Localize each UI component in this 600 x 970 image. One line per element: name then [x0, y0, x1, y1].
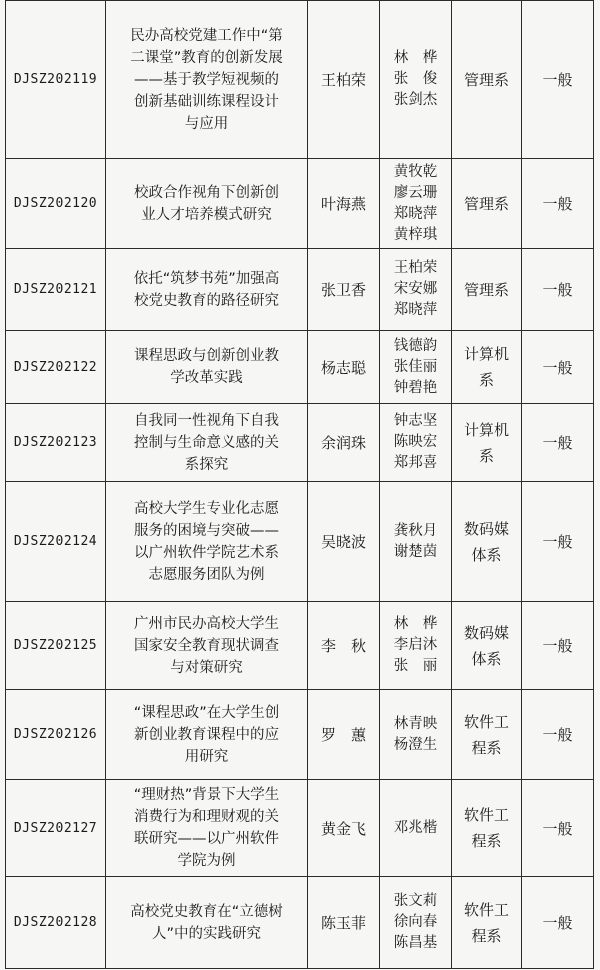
project-department — [452, 602, 522, 690]
table-row — [6, 249, 594, 331]
project-leader: 陈玉菲 — [308, 877, 380, 969]
project-member: 廖云珊 — [393, 184, 438, 201]
table-row — [6, 602, 594, 690]
table-row — [6, 780, 594, 877]
project-title-line: 课程思政与创新创业教 — [134, 348, 279, 364]
project-level: 一般 — [522, 482, 594, 602]
project-department-line: 软件工 — [463, 900, 509, 919]
project-department-line: 管理系 — [463, 280, 509, 299]
project-table — [5, 0, 594, 969]
project-code: DJSZ202123 — [6, 404, 106, 482]
project-title-line: 高校大学生专业化志愿 — [134, 500, 279, 517]
project-title-line: 高校党史教育在“立德树 — [130, 903, 283, 920]
project-title-line: 以广州软件学院艺术系 — [134, 544, 279, 561]
project-code: DJSZ202127 — [6, 780, 106, 877]
project-title-line: “理财热”背景下大学生 — [133, 787, 280, 803]
project-title-line: 学改革实践 — [170, 370, 243, 386]
table-row — [6, 331, 594, 404]
table-row — [6, 877, 594, 969]
project-members — [380, 331, 452, 404]
project-leader: 王柏荣 — [308, 1, 380, 159]
project-code: DJSZ202119 — [6, 1, 106, 159]
project-department — [452, 877, 522, 969]
project-table-body — [6, 1, 594, 969]
project-title — [106, 1, 308, 159]
project-member: 黄牧乾 — [393, 163, 438, 180]
project-code: DJSZ202121 — [6, 249, 106, 331]
table-row — [6, 159, 594, 249]
project-title — [106, 690, 308, 780]
project-department-line: 系 — [478, 371, 494, 389]
project-title-line: 志愿服务团队为例 — [148, 566, 265, 583]
project-member: 钱德韵 — [393, 337, 438, 354]
project-department-line: 数码媒 — [463, 519, 509, 538]
project-member: 邓兆楷 — [393, 819, 438, 836]
project-members — [380, 1, 452, 159]
table-row — [6, 482, 594, 602]
project-level: 一般 — [522, 331, 594, 404]
project-leader: 余润珠 — [308, 404, 380, 482]
project-members — [380, 877, 452, 969]
project-title-line: 校党史教育的路径研究 — [134, 292, 279, 309]
project-members — [380, 602, 452, 690]
project-code: DJSZ202125 — [6, 602, 106, 690]
project-title-line: 创新基础训练课程设计 — [134, 93, 279, 110]
project-department-line: 管理系 — [463, 70, 509, 89]
project-department-line: 管理系 — [463, 194, 509, 213]
project-leader: 杨志聪 — [308, 331, 380, 404]
project-title-line: 控制与生命意义感的关 — [134, 434, 279, 451]
project-title-line: 与应用 — [184, 115, 229, 132]
project-level: 一般 — [522, 159, 594, 249]
project-level: 一般 — [522, 877, 594, 969]
project-code: DJSZ202122 — [6, 331, 106, 404]
project-title — [106, 602, 308, 690]
project-title-line: 新创业教育课程中的应 — [134, 726, 279, 743]
project-title-line: 用研究 — [184, 748, 229, 765]
project-member: 张 俊 — [393, 71, 438, 87]
project-member: 龚秋月 — [393, 522, 438, 539]
project-title — [106, 404, 308, 482]
project-members — [380, 482, 452, 602]
project-member: 林 桦 — [393, 616, 438, 632]
project-department-line: 体系 — [471, 545, 502, 564]
project-department — [452, 780, 522, 877]
project-member: 陈映宏 — [393, 434, 438, 450]
project-department-line: 软件工 — [463, 712, 509, 731]
project-members — [380, 249, 452, 331]
project-title-line: 国家安全教育现状调查 — [134, 637, 279, 654]
project-title-line: 民办高校党建工作中“第 — [130, 27, 283, 44]
project-member: 宋安娜 — [393, 281, 438, 297]
project-title-line: 系探究 — [184, 456, 229, 473]
project-title-line: 自我同一性视角下自我 — [134, 412, 279, 429]
project-code: DJSZ202120 — [6, 159, 106, 249]
project-code: DJSZ202124 — [6, 482, 106, 602]
project-title — [106, 331, 308, 404]
project-department — [452, 690, 522, 780]
project-title-line: 业人才培养模式研究 — [141, 206, 272, 223]
project-title-line: 依托“筑梦书苑”加强高 — [133, 270, 280, 287]
project-level: 一般 — [522, 1, 594, 159]
project-member: 林 桦 — [393, 50, 438, 66]
project-department-line: 软件工 — [463, 806, 509, 824]
project-members — [380, 690, 452, 780]
project-member: 钟志坚 — [393, 413, 438, 429]
project-member: 陈昌基 — [393, 935, 438, 951]
project-title — [106, 249, 308, 331]
table-row — [6, 1, 594, 159]
project-leader: 李 秋 — [308, 602, 380, 690]
project-department-line: 系 — [478, 446, 494, 465]
project-title — [106, 877, 308, 969]
project-title-line: 服务的困境与突破—— — [134, 522, 279, 539]
project-title-line: 联研究——以广州软件 — [134, 831, 279, 847]
project-level: 一般 — [522, 780, 594, 877]
project-department — [452, 404, 522, 482]
project-department — [452, 331, 522, 404]
project-code: DJSZ202128 — [6, 877, 106, 969]
project-title-line: 二课堂”教育的创新发展 — [130, 49, 283, 66]
project-level: 一般 — [522, 249, 594, 331]
project-member: 杨澄生 — [393, 736, 438, 753]
project-member: 钟碧艳 — [393, 379, 438, 396]
project-title — [106, 482, 308, 602]
project-department — [452, 249, 522, 331]
project-department-line: 计算机 — [463, 420, 509, 439]
project-leader: 罗 蕙 — [308, 690, 380, 780]
project-title — [106, 159, 308, 249]
project-title — [106, 780, 308, 877]
project-title-line: 广州市民办高校大学生 — [134, 615, 279, 632]
project-member: 郑邦喜 — [393, 455, 438, 471]
project-department-line: 程系 — [471, 926, 502, 945]
project-department-line: 数码媒 — [463, 623, 509, 642]
project-member: 徐向春 — [393, 914, 438, 930]
project-title-line: 消费行为和理财观的关 — [134, 809, 279, 825]
project-members — [380, 780, 452, 877]
project-members — [380, 159, 452, 249]
project-department-line: 程系 — [471, 832, 502, 850]
project-code: DJSZ202126 — [6, 690, 106, 780]
project-title-line: ——基于教学短视频的 — [134, 71, 279, 88]
project-title-line: 学院为例 — [177, 853, 236, 869]
project-member: 黄梓琪 — [393, 226, 438, 243]
project-department — [452, 482, 522, 602]
project-member: 林青映 — [393, 715, 438, 732]
table-row — [6, 690, 594, 780]
project-department — [452, 159, 522, 249]
project-member: 李启沐 — [393, 637, 438, 653]
project-title-line: 校政合作视角下创新创 — [134, 184, 279, 201]
project-member: 郑晓萍 — [393, 205, 438, 222]
project-member: 王柏荣 — [393, 260, 438, 276]
project-member: 张佳丽 — [393, 358, 438, 375]
project-title-line: 与对策研究 — [170, 659, 243, 676]
project-leader: 张卫香 — [308, 249, 380, 331]
project-members — [380, 404, 452, 482]
project-department-line: 体系 — [471, 649, 502, 668]
project-member: 张剑杰 — [393, 92, 438, 108]
table-row — [6, 404, 594, 482]
project-title-line: 人”中的实践研究 — [151, 925, 261, 942]
project-department-line: 程系 — [471, 738, 502, 757]
project-member: 谢楚茵 — [393, 543, 438, 560]
project-member: 张 丽 — [393, 658, 438, 674]
project-leader: 黄金飞 — [308, 780, 380, 877]
project-title-line: “课程思政”在大学生创 — [133, 704, 280, 721]
project-leader: 吴晓波 — [308, 482, 380, 602]
project-level: 一般 — [522, 602, 594, 690]
project-leader: 叶海燕 — [308, 159, 380, 249]
project-level: 一般 — [522, 404, 594, 482]
project-member: 郑晓萍 — [393, 302, 438, 318]
project-member: 张文莉 — [393, 893, 438, 909]
project-level: 一般 — [522, 690, 594, 780]
project-department — [452, 1, 522, 159]
project-department-line: 计算机 — [463, 345, 509, 363]
